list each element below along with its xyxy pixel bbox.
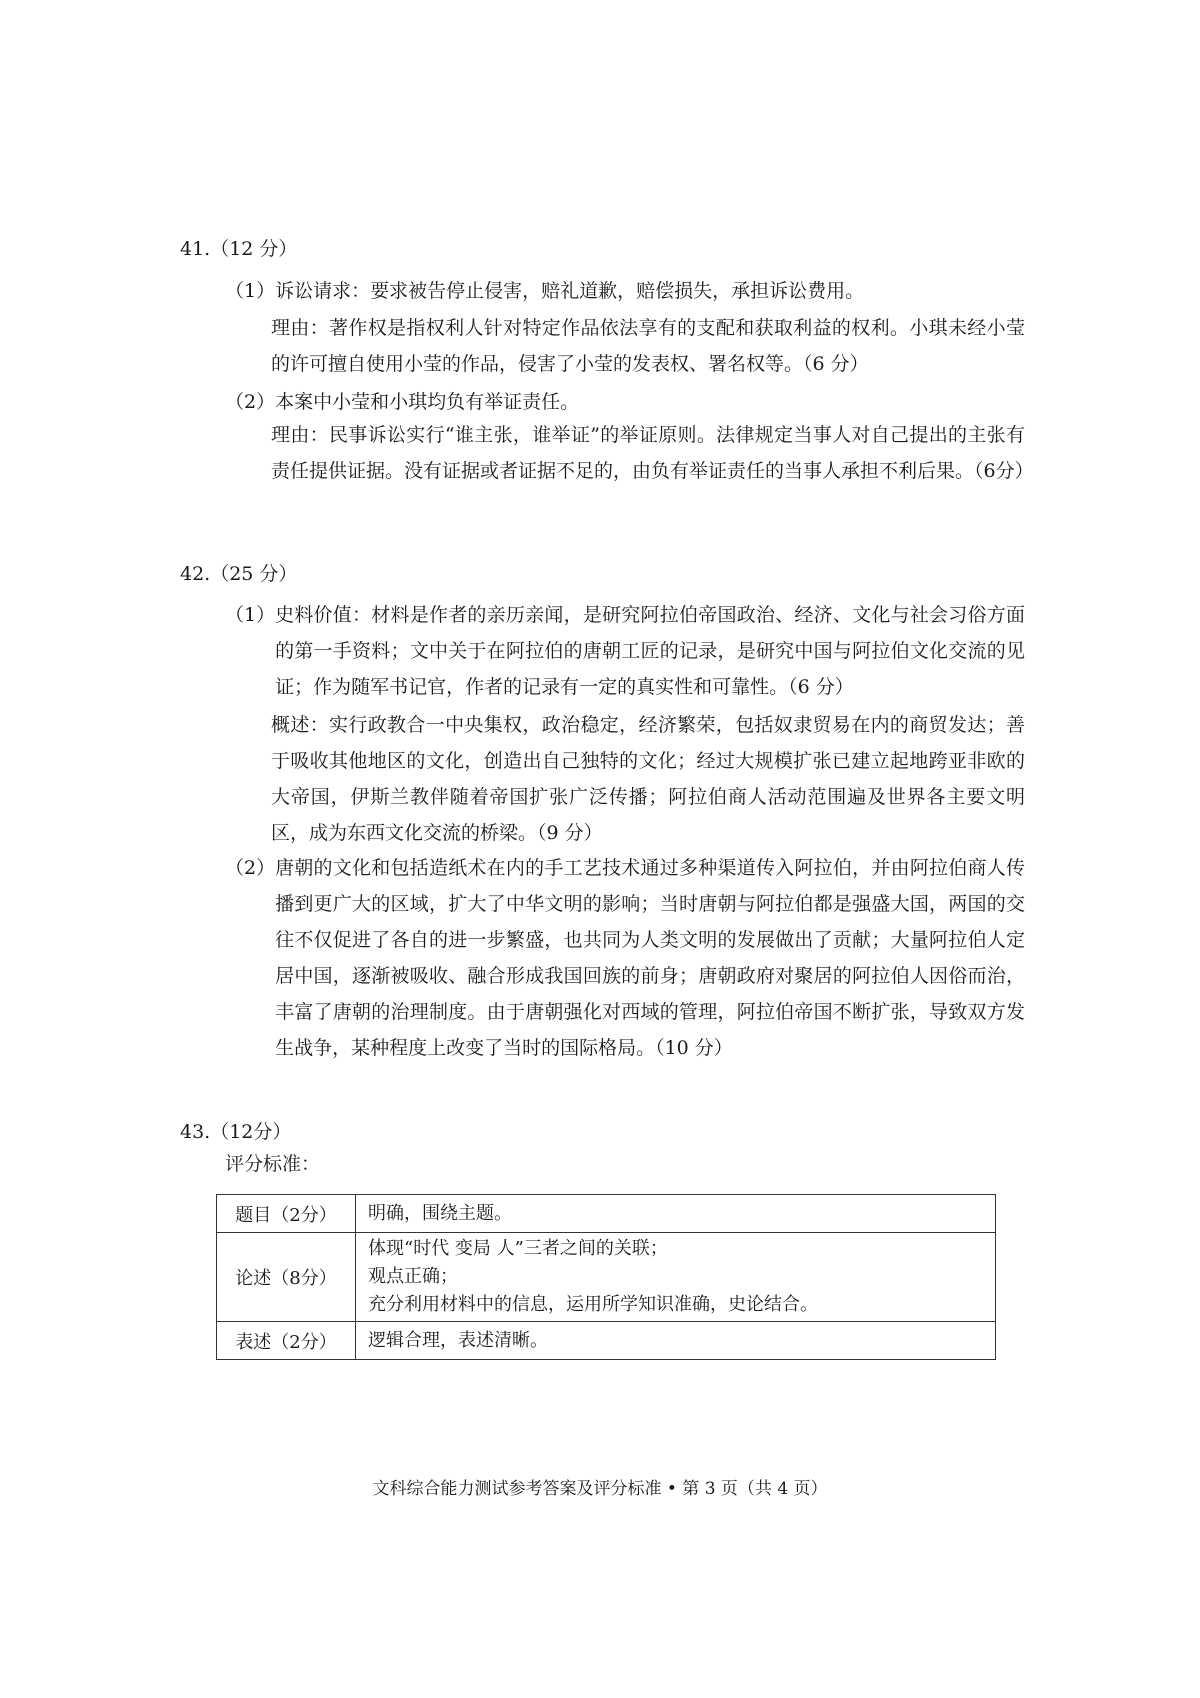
rubric-line: 充分利用材料中的信息，运用所学知识准确，史论结合。: [368, 1294, 818, 1315]
rubric-row: [217, 1195, 996, 1233]
rubric-item: 题目（2分）: [217, 1195, 356, 1233]
q42-header: 42.（25 分）: [180, 563, 298, 585]
q41-part1-number: （1）: [225, 280, 276, 302]
q41-header: 41.（12 分）: [180, 238, 298, 260]
q42-part1-summary: 概述：实行政教合一中央集权，政治稳定，经济繁荣，包括奴隶贸易在内的商贸发达；善于吸收其他地区的文化，创造出自己独特的文化；经过大规模扩张已建立起地跨亚非欧的大帝国，伊斯兰教伴随着帝国扩张广泛传播；阿拉伯商人活动范围遍及世界各主要文明区，成为东西文化交流的桥梁。（9 分）: [271, 714, 1025, 844]
q42-part1-text: 史料价值：材料是作者的亲历亲闻，是研究阿拉伯帝国政治、经济、文化与社会习俗方面的第一手资料；文中关于在阿拉伯的唐朝工匠的记录，是研究中国与阿拉伯文化交流的见证；作为随军书记官，作者的记录有一定的真实性和可靠性。（6 分）: [275, 604, 1025, 698]
q41-part2: [225, 384, 1025, 420]
rubric-item: 表述（2分）: [217, 1322, 356, 1360]
rubric-row: [217, 1233, 996, 1322]
q42-part1: [225, 597, 1025, 705]
rubric-line: 体现“时代 变局 人”三者之间的关联；: [368, 1238, 668, 1259]
rubric-criteria: [356, 1195, 996, 1233]
q42-part1-number: （1）: [225, 604, 276, 626]
q41-part1: [225, 273, 1025, 309]
rubric-table: [216, 1194, 996, 1360]
page-footer: 文科综合能力测试参考答案及评分标准 • 第 3 页（共 4 页）: [372, 1479, 828, 1499]
q42-part2-number: （2）: [225, 857, 276, 879]
q41-part2-number: （2）: [225, 391, 276, 413]
q42-part2: [225, 850, 1025, 1066]
rubric-line: 明确，围绕主题。: [368, 1202, 512, 1224]
rubric-criteria: [356, 1322, 996, 1360]
rubric-row: [217, 1322, 996, 1360]
q43-label: 评分标准：: [225, 1153, 321, 1175]
q42-part2-text: 唐朝的文化和包括造纸术在内的手工艺技术通过多种渠道传入阿拉伯，并由阿拉伯商人传播到更广大的区域，扩大了中华文明的影响；当时唐朝与阿拉伯都是强盛大国，两国的交往不仅促进了各自的进一步繁盛，也共同为人类文明的发展做出了贡献；大量阿拉伯人定居中国，逐渐被吸收、融合形成我国回族的前身；唐朝政府对聚居的阿拉伯人因俗而治，丰富了唐朝的治理制度。由于唐朝强化对西域的管理，阿拉伯帝国不断扩张，导致双方发生战争，某种程度上改变了当时的国际格局。（10 分）: [275, 857, 1025, 1059]
rubric-line: 逻辑合理，表述清晰。: [368, 1329, 548, 1351]
rubric-line: 观点正确；: [368, 1266, 458, 1287]
rubric-item: 论述（8分）: [217, 1233, 356, 1322]
q41-part1-text: 诉讼请求：要求被告停止侵害，赔礼道歉，赔偿损失，承担诉讼费用。: [275, 280, 865, 302]
q41-part1-reason: 理由：著作权是指权利人针对特定作品依法享有的支配和获取利益的权利。小琪未经小莹的许可擅自使用小莹的作品，侵害了小莹的发表权、署名权等。（6 分）: [271, 317, 1025, 375]
q41-part2-reason: 理由：民事诉讼实行“谁主张，谁举证”的举证原则。法律规定当事人对自己提出的主张有责任提供证据。没有证据或者证据不足的，由负有举证责任的当事人承担不利后果。（6分）: [271, 424, 1034, 482]
q43-header: 43.（12分）: [180, 1121, 292, 1143]
q41-part2-text: 本案中小莹和小琪均负有举证责任。: [275, 391, 580, 413]
rubric-criteria: [356, 1233, 996, 1322]
